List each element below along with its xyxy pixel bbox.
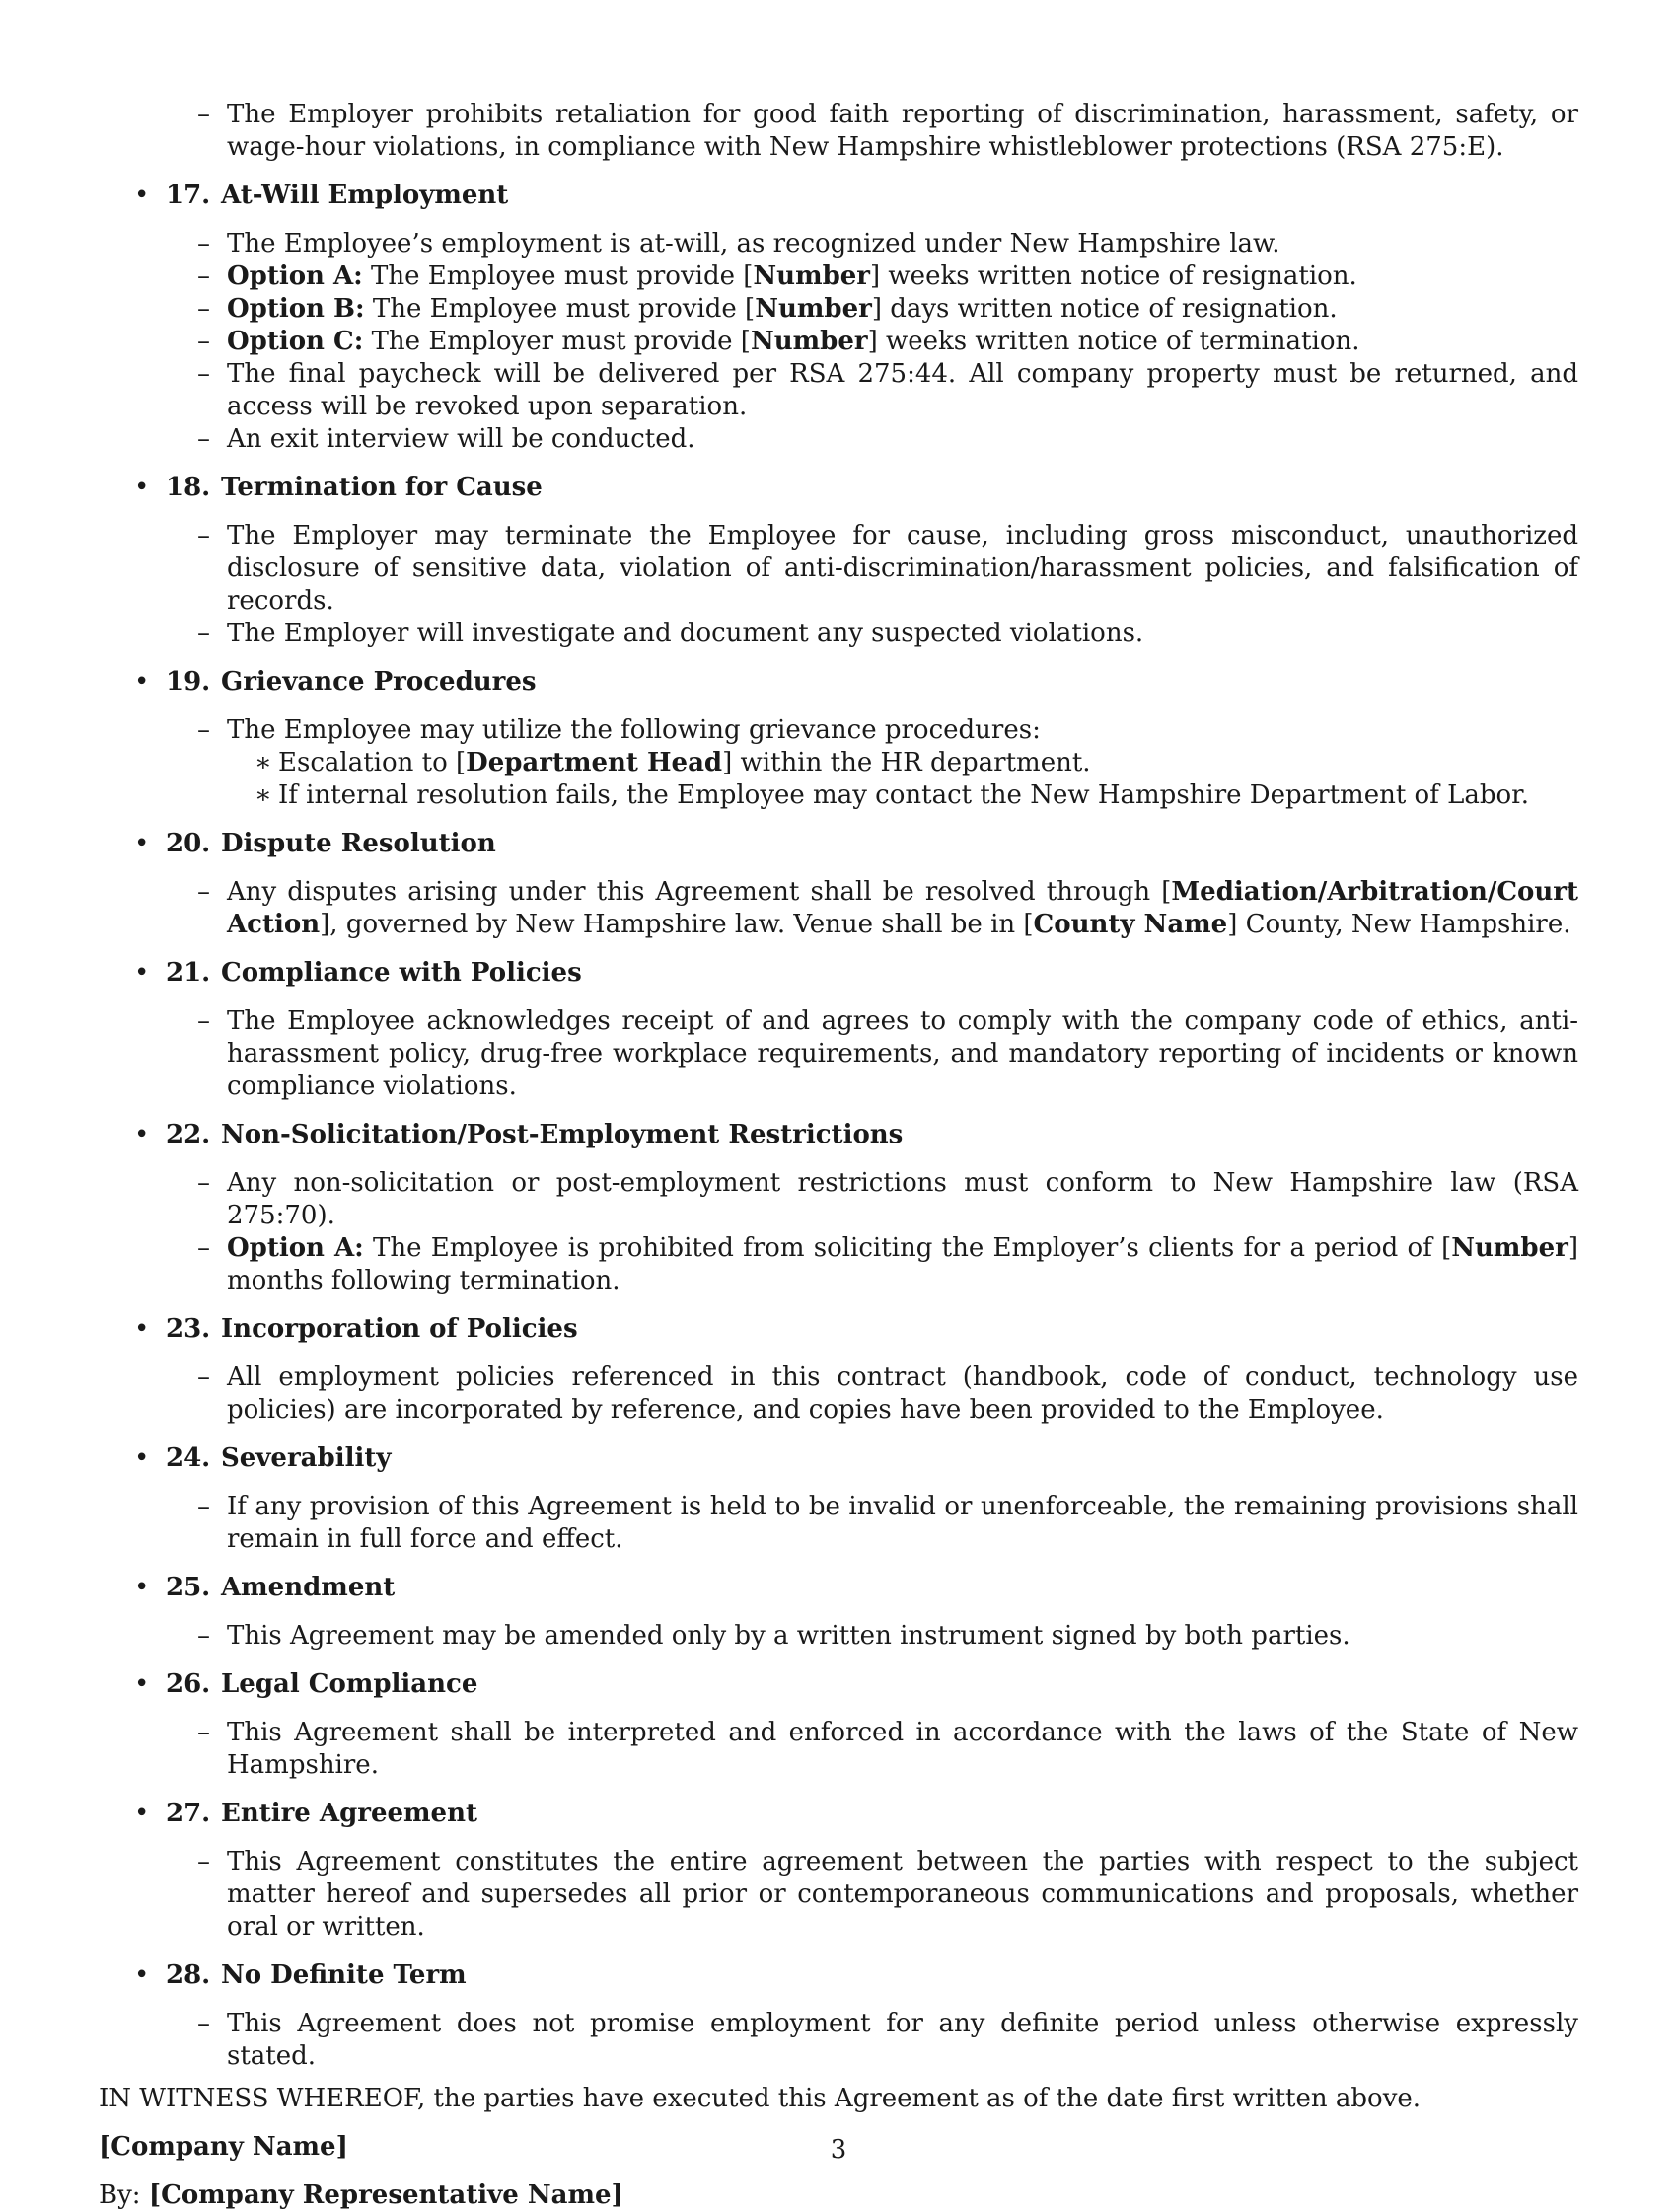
section-21 — [99, 957, 1578, 1103]
bullet-icon: • — [134, 181, 150, 210]
company-name-placeholder: [Company Name] — [99, 2132, 348, 2162]
list-item — [99, 1362, 1578, 1427]
list-item — [99, 1846, 1578, 1944]
item-text: All employment policies referenced in this contract (handbook, code of conduct, technology use policies) are incorporated by reference, and copies have been provided to the Employee. — [227, 1363, 1578, 1425]
item-text: Any disputes arising under this Agreement shall be resolved through [ — [227, 877, 1172, 907]
section-27 — [99, 1798, 1578, 1944]
option-label: Option C: — [227, 327, 364, 356]
dash-bullet: – — [197, 619, 210, 648]
section-items — [99, 1717, 1578, 1782]
placeholder-field: Number — [750, 327, 868, 356]
dash-bullet: – — [197, 521, 210, 551]
section-items — [99, 1620, 1578, 1653]
sub-list-item — [99, 779, 1578, 812]
section-title: Termination for Cause — [221, 473, 543, 502]
asterisk-bullet: ∗ — [255, 780, 272, 810]
bullet-icon: • — [134, 1669, 150, 1699]
option-label: Option A: — [227, 1233, 364, 1263]
section-number: 24. — [166, 1443, 211, 1473]
item-text: This Agreement does not promise employment for any definite period unless otherwise expressly stated. — [227, 2009, 1578, 2071]
section-number: 25. — [166, 1573, 211, 1602]
bullet-icon: • — [134, 829, 150, 858]
dash-bullet: – — [197, 1718, 210, 1747]
dash-bullet: – — [197, 1621, 210, 1651]
section-items — [99, 1005, 1578, 1103]
bullet-icon: • — [134, 1443, 150, 1473]
section-items — [99, 714, 1578, 812]
list-item — [99, 423, 1578, 456]
section-25 — [99, 1572, 1578, 1653]
list-item — [99, 326, 1578, 358]
placeholder-field: Number — [755, 294, 872, 324]
sub-list-item — [99, 747, 1578, 779]
list-item — [99, 99, 1578, 164]
section-number: 17. — [166, 181, 211, 210]
sub-list — [99, 747, 1578, 812]
section-title: Incorporation of Policies — [221, 1314, 578, 1344]
asterisk-bullet: ∗ — [255, 748, 272, 777]
section-number: 20. — [166, 829, 211, 858]
section-title: Entire Agreement — [221, 1799, 477, 1828]
section-items — [99, 1362, 1578, 1427]
section-23 — [99, 1313, 1578, 1427]
section-title: Non-Solicitation/Post-Employment Restrictions — [221, 1120, 904, 1149]
item-text: Any non-solicitation or post-employment restrictions must conform to New Hampshire law (RSA 275:70). — [227, 1168, 1578, 1230]
section-items — [99, 876, 1578, 941]
section-26 — [99, 1668, 1578, 1782]
item-text: The Employee is prohibited from soliciting the Employer’s clients for a period of [ — [363, 1233, 1452, 1263]
item-text: ] weeks written notice of resignation. — [870, 261, 1357, 291]
bullet-icon: • — [134, 1120, 150, 1149]
item-text: The Employee’s employment is at-will, as recognized under New Hampshire law. — [227, 229, 1280, 258]
section-title: Legal Compliance — [221, 1669, 478, 1699]
section-18 — [99, 472, 1578, 650]
page-number: 3 — [830, 2135, 847, 2165]
dash-bullet: – — [197, 100, 210, 129]
list-item — [99, 1005, 1578, 1103]
section-heading — [99, 472, 1578, 504]
item-text: An exit interview will be conducted. — [227, 424, 695, 454]
item-text: This Agreement may be amended only by a written instrument signed by both parties. — [227, 1621, 1350, 1651]
section-heading — [99, 1668, 1578, 1701]
section-heading — [99, 1442, 1578, 1475]
section-title: Dispute Resolution — [221, 829, 496, 858]
list-item — [99, 1717, 1578, 1782]
item-text: This Agreement shall be interpreted and enforced in accordance with the laws of the State of New Hampshire. — [227, 1718, 1578, 1780]
item-text: ] months following termination. — [227, 1233, 1578, 1295]
dash-bullet: – — [197, 1492, 210, 1521]
dash-bullet: – — [197, 359, 210, 389]
placeholder-field: Number — [1451, 1233, 1568, 1263]
list-item — [99, 260, 1578, 293]
signature-line — [99, 2179, 1578, 2212]
section-items — [99, 1167, 1578, 1297]
section-title: Severability — [221, 1443, 392, 1473]
item-text: If any provision of this Agreement is held to be invalid or unenforceable, the remaining provisions shall remain in full force and effect. — [227, 1492, 1578, 1554]
section-number: 28. — [166, 1960, 211, 1990]
intro-list — [99, 99, 1578, 164]
list-item — [99, 520, 1578, 618]
company-representative-placeholder: [Company Representative Name] — [148, 2180, 623, 2210]
dash-bullet: – — [197, 877, 210, 907]
section-number: 21. — [166, 958, 211, 988]
item-text: The Employer will investigate and document any suspected violations. — [227, 619, 1144, 648]
dash-bullet: – — [197, 1168, 210, 1198]
placeholder-field: Number — [753, 261, 871, 291]
bullet-icon: • — [134, 1799, 150, 1828]
witness-clause: IN WITNESS WHEREOF, the parties have executed this Agreement as of the date first written above. — [99, 2084, 1422, 2113]
section-title: Grievance Procedures — [221, 667, 537, 697]
section-heading — [99, 1959, 1578, 1992]
section-title: At-Will Employment — [221, 181, 509, 210]
section-heading — [99, 1313, 1578, 1346]
dash-bullet: – — [197, 715, 210, 745]
dash-bullet: – — [197, 1363, 210, 1392]
dash-bullet: – — [197, 261, 210, 291]
item-text: If internal resolution fails, the Employee may contact the New Hampshire Department of Labor. — [278, 780, 1529, 810]
bullet-icon: • — [134, 1314, 150, 1344]
item-text: ] County, New Hampshire. — [1227, 910, 1571, 939]
placeholder-field: Department Head — [466, 748, 723, 777]
item-text: The final paycheck will be delivered per RSA 275:44. All company property must be returned, and access will be revoked upon separation. — [227, 359, 1578, 421]
list-item — [99, 876, 1578, 941]
dash-bullet: – — [197, 327, 210, 356]
section-24 — [99, 1442, 1578, 1556]
option-label: Option B: — [227, 294, 365, 324]
item-text: The Employee must provide [ — [364, 294, 756, 324]
section-heading — [99, 957, 1578, 990]
section-items — [99, 2008, 1578, 2073]
list-item — [99, 1620, 1578, 1653]
bullet-icon: • — [134, 958, 150, 988]
dash-bullet: – — [197, 424, 210, 454]
item-text: The Employer prohibits retaliation for good faith reporting of discrimination, harassment, safety, or wage-hour violations, in compliance with New Hampshire whistleblower protections (RSA 275:E). — [227, 100, 1578, 162]
section-number: 19. — [166, 667, 211, 697]
section-19 — [99, 666, 1578, 812]
section-number: 27. — [166, 1799, 211, 1828]
section-items — [99, 1846, 1578, 1944]
item-text: The Employer may terminate the Employee for cause, including gross misconduct, unauthorized disclosure of sensitive data, violation of anti-discrimination/harassment policies, and falsification of records. — [227, 521, 1578, 616]
section-heading — [99, 1119, 1578, 1151]
section-heading — [99, 666, 1578, 699]
section-title: Amendment — [221, 1573, 396, 1602]
section-28 — [99, 1959, 1578, 2073]
list-item — [99, 2008, 1578, 2073]
section-number: 18. — [166, 473, 211, 502]
list-item — [99, 1491, 1578, 1556]
option-label: Option A: — [227, 261, 363, 291]
item-text: ] within the HR department. — [722, 748, 1091, 777]
section-heading — [99, 1798, 1578, 1830]
section-title: No Definite Term — [221, 1960, 467, 1990]
bullet-icon: • — [134, 1960, 150, 1990]
item-text: ] days written notice of resignation. — [871, 294, 1338, 324]
list-item — [99, 1232, 1578, 1297]
list-item — [99, 358, 1578, 423]
bullet-icon: • — [134, 1573, 150, 1602]
section-heading — [99, 180, 1578, 212]
dash-bullet: – — [197, 2009, 210, 2038]
sections-list — [99, 180, 1578, 2073]
section-title: Compliance with Policies — [221, 958, 582, 988]
section-20 — [99, 828, 1578, 941]
dash-bullet: – — [197, 1233, 210, 1263]
placeholder-field: Mediation/Arbitration/Court Action — [227, 877, 1578, 939]
dash-bullet: – — [197, 229, 210, 258]
dash-bullet: – — [197, 294, 210, 324]
item-text: The Employee acknowledges receipt of and agrees to comply with the company code of ethics, anti-harassment policy, drug-free workplace requirements, and mandatory reporting of incidents or known compliance violations. — [227, 1006, 1578, 1101]
dash-bullet: – — [197, 1847, 210, 1877]
section-17 — [99, 180, 1578, 456]
list-item — [99, 1167, 1578, 1232]
section-number: 26. — [166, 1669, 211, 1699]
section-heading — [99, 828, 1578, 860]
item-text: Escalation to [ — [278, 748, 467, 777]
dash-bullet: – — [197, 1006, 210, 1036]
bullet-icon: • — [134, 473, 150, 502]
section-22 — [99, 1119, 1578, 1297]
item-text: The Employer must provide [ — [363, 327, 751, 356]
by-label: By: — [99, 2180, 141, 2210]
section-items — [99, 520, 1578, 650]
item-text: ] weeks written notice of termination. — [867, 327, 1360, 356]
bullet-icon: • — [134, 667, 150, 697]
section-items — [99, 1491, 1578, 1556]
placeholder-field: County Name — [1033, 910, 1228, 939]
item-text: The Employee must provide [ — [362, 261, 754, 291]
list-item — [99, 714, 1578, 747]
list-item — [99, 293, 1578, 326]
document-body — [99, 99, 1578, 2212]
section-heading — [99, 1572, 1578, 1604]
item-text: The Employee may utilize the following grievance procedures: — [227, 715, 1041, 745]
item-text: ], governed by New Hampshire law. Venue shall be in [ — [320, 910, 1034, 939]
item-text: This Agreement constitutes the entire agreement between the parties with respect to the subject matter hereof and supersedes all prior or contemporaneous communications and proposals, whether oral or written. — [227, 1847, 1578, 1942]
section-number: 22. — [166, 1120, 211, 1149]
list-item — [99, 618, 1578, 650]
section-number: 23. — [166, 1314, 211, 1344]
section-items — [99, 228, 1578, 456]
list-item — [99, 228, 1578, 260]
